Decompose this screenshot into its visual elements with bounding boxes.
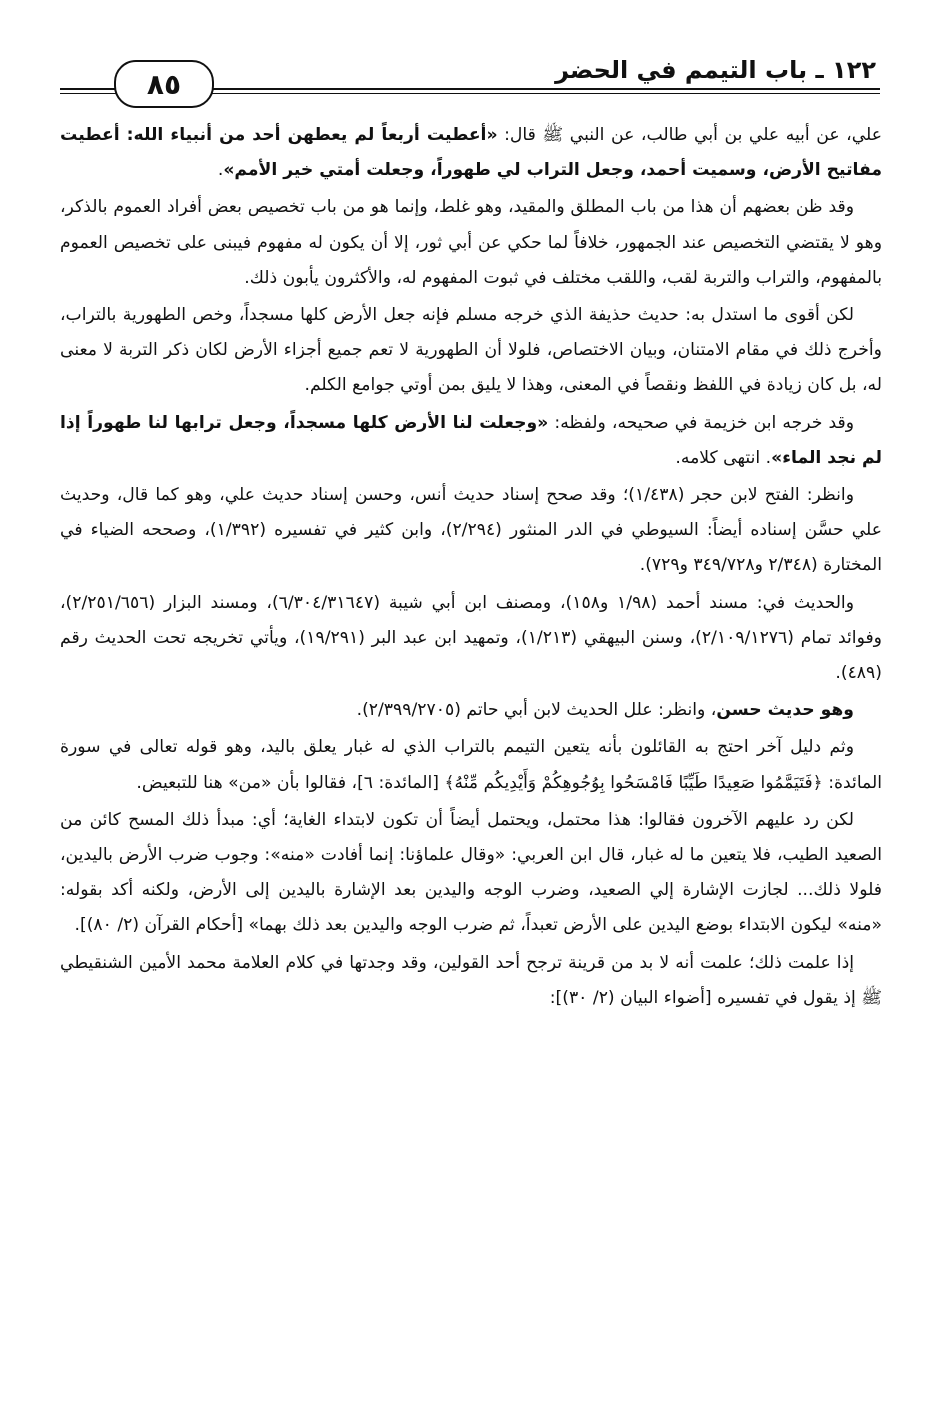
bold-text: «وجعلت لنا الأرض كلها مسجداً، وجعل ترابها لنا طهوراً إذا لم نجد الماء»	[60, 412, 882, 468]
quran-verse: ﴿فَتَيَمَّمُوا صَعِيدًا طَيِّبًا فَامْسَحُوا بِوُجُوهِكُمْ وَأَيْدِيكُم مِّنْهُ﴾	[444, 772, 823, 793]
paragraph	[60, 586, 882, 692]
text-segment: علي، عن أبيه علي بن أبي طالب، عن النبي ﷺ قال:	[497, 125, 882, 145]
page-number: ٨٥	[146, 67, 182, 101]
chapter-title: ١٢٢ ـ باب التيمم في الحضر	[555, 56, 876, 84]
paragraph	[60, 406, 882, 476]
paragraph	[60, 298, 882, 404]
paragraph	[60, 803, 882, 944]
text-segment: وقد خرجه ابن خزيمة في صحيحه، ولفظه:	[548, 412, 854, 433]
paragraph	[60, 693, 882, 728]
paragraph	[60, 190, 882, 296]
text-segment: ، وانظر: علل الحديث لابن أبي حاتم (٢/٣٩٩/٢٧٠٥).	[356, 700, 717, 721]
paragraph	[60, 118, 882, 188]
text-segment: لكن أقوى ما استدل به: حديث حذيفة الذي خرجه مسلم فإنه جعل الأرض كلها مسجداً، وخص الطهورية بالتراب، وأخرج ذلك في مقام الامتنان، وبيان الاختصاص، فلولا أن الطهورية لا تعم جميع أجزاء الأرض لكان ذكر التربة لا معنى له، بل كان زيادة في اللفظ ونقصاً في المعنى، وهذا لا يليق بمن أوتي جوامع الكلم.	[60, 305, 882, 396]
text-segment: . انتهى كلامه.	[675, 447, 772, 468]
paragraph	[60, 946, 882, 1016]
text-segment: وانظر: الفتح لابن حجر (١/٤٣٨)؛ وقد صحح إسناد حديث أنس، وحسن إسناد حديث علي، وهو كما قال، وحديث علي حسَّن إسناده أيضاً: السيوطي في الدر المنثور (٢/٢٩٤)، وابن كثير في تفسيره (١/٣٩٢)، وصححه الضياء في المختارة (٢/٣٤٨ و٣٤٩/٧٢٨ و٧٢٩).	[60, 485, 882, 576]
text-segment: إذا علمت ذلك؛ علمت أنه لا بد من قرينة ترجح أحد القولين، وقد وجدتها في كلام العلامة محمد الأمين الشنقيطي ﷺ إذ يقول في تفسيره [أضواء البيان (٢/ ٣٠)]:	[60, 952, 882, 1008]
text-segment: وثم دليل آخر احتج به القائلون بأنه يتعين التيمم بالتراب الذي له غبار يعلق باليد، وهو قوله تعالى في سورة المائدة:	[60, 737, 882, 793]
paragraph	[60, 730, 882, 800]
page-number-badge	[114, 60, 214, 108]
text-segment: [المائدة: ٦]، فقالوا بأن «من» هنا للتبعيض.	[136, 772, 445, 793]
page-header	[60, 52, 880, 104]
text-segment: وقد ظن بعضهم أن هذا من باب المطلق والمقيد، وهو غلط، وإنما هو من باب تخصيص بعض أفراد العموم بالذكر، وهو لا يقتضي التخصيص عند الجمهور، خلافاً لما حكي عن أبي ثور، إلا أن يكون له مفهوم فيبنى على تخصيص العموم بالمفهوم، والتراب والتربة لقب، واللقب مختلف في ثبوت المفهوم له، والأكثرون يأبون ذلك.	[60, 197, 882, 288]
bold-text: «أعطيت أربعاً لم يعطهن أحد من أنبياء الله: أعطيت مفاتيح الأرض، وسميت أحمد، وجعل التراب لي طهوراً، وجعلت أمتي خير الأمم»	[60, 125, 882, 181]
paragraph	[60, 478, 882, 584]
text-segment: .	[217, 160, 224, 181]
page-body	[60, 118, 882, 1388]
bold-text: وهو حديث حسن	[716, 700, 854, 721]
text-segment: لكن رد عليهم الآخرون فقالوا: هذا محتمل، ويحتمل أيضاً أن تكون لابتداء الغاية؛ أي: مبدأ ذلك المسح كائن من الصعيد الطيب، فلا يتعين ما له غبار، قال ابن العربي: «وقال علماؤنا: إنما أفادت «منه»: وجوب ضرب الأرض باليدين، فلولا ذلك... لجازت الإشارة إلي الصعيد، وضرب الوجه واليدين بعد الإشارة باليدين إلى الأرض، ولكنه أكد بقوله: «منه» ليكون الابتداء بوضع اليدين على الأرض تعبداً، ثم ضرب الوجه واليدين بعد ذلك بهما» [أحكام القرآن (٢/ ٨٠)].	[60, 809, 882, 936]
text-segment: والحديث في: مسند أحمد (١/٩٨ و١٥٨)، ومصنف ابن أبي شيبة (٦/٣٠٤/٣١٦٤٧)، ومسند البزار (٢/٢٥١/٦٥٦)، وفوائد تمام (٢/١٠٩/١٢٧٦)، وسنن البيهقي (١/٢١٣)، وتمهيد ابن عبد البر (١٩/٢٩١)، ويأتي تخريجه تحت الحديث رقم (٤٨٩).	[60, 592, 882, 684]
